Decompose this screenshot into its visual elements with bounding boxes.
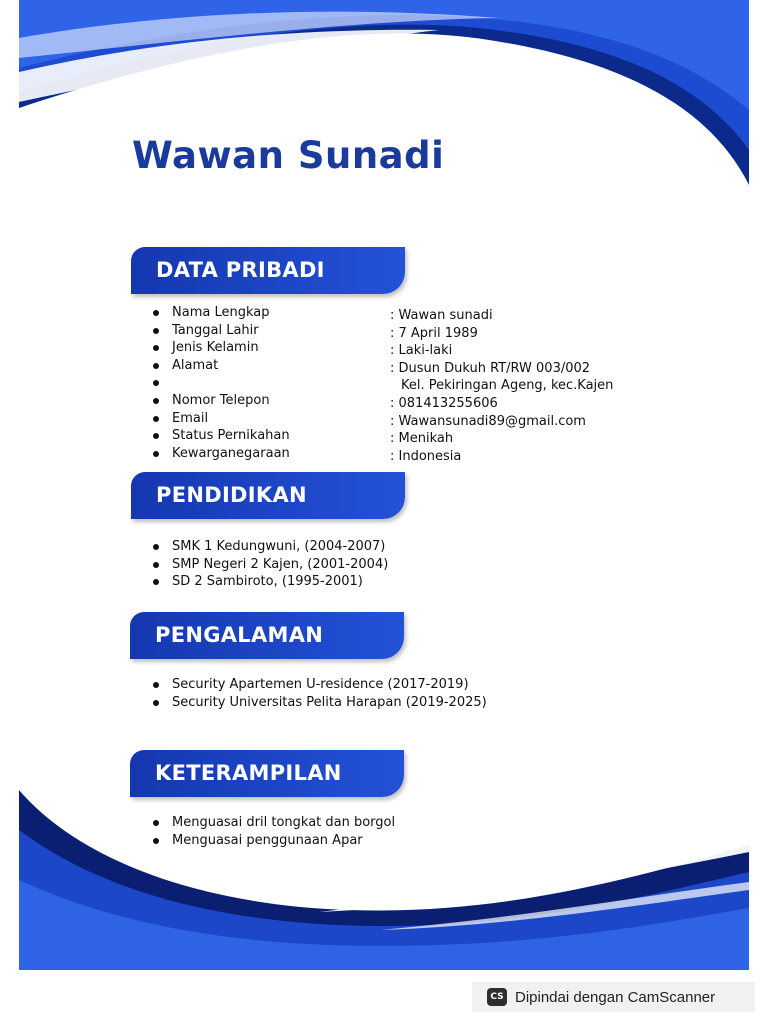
value-address-line2: Kel. Pekiringan Ageng, kec.Kajen [401, 378, 614, 394]
bullet-icon [153, 398, 159, 404]
value-gender: : Laki-laki [390, 343, 453, 359]
list-item: Nama Lengkap [153, 304, 290, 322]
bullet-icon [153, 328, 159, 334]
bullet-icon [153, 345, 159, 351]
list-item: Alamat [153, 357, 290, 375]
camscanner-label: Dipindai dengan CamScanner [515, 988, 716, 1006]
list-item: Status Pernikahan [153, 427, 290, 445]
list-item: Security Universitas Pelita Harapan (2019-2025) [153, 694, 487, 712]
value-email: : Wawansunadi89@gmail.com [390, 413, 586, 429]
bullet-icon [153, 682, 159, 688]
bullet-icon [153, 416, 159, 422]
experience-list [153, 676, 487, 711]
resume-page [19, 0, 749, 970]
section-header-experience: PENGALAMAN [130, 612, 404, 659]
bullet-icon [153, 562, 159, 568]
section-header-education: PENDIDIKAN [131, 472, 405, 519]
skills-list [153, 814, 395, 849]
camscanner-watermark [472, 982, 755, 1012]
bullet-icon [153, 310, 159, 316]
personal-values-list [390, 307, 613, 465]
value-marital-status: : Menikah [390, 431, 454, 447]
list-item: SD 2 Sambiroto, (1995-2001) [153, 573, 388, 591]
bullet-icon [153, 700, 159, 706]
list-item: Menguasai dril tongkat dan borgol [153, 814, 395, 832]
bullet-icon [153, 579, 159, 585]
list-item: SMP Negeri 2 Kajen, (2001-2004) [153, 556, 388, 574]
list-item: SMK 1 Kedungwuni, (2004-2007) [153, 538, 388, 556]
value-address: : Dusun Dukuh RT/RW 003/002 [390, 360, 591, 376]
education-list [153, 538, 388, 591]
list-item [153, 374, 290, 392]
value-full-name: : Wawan sunadi [390, 308, 493, 323]
list-item: Menguasai penggunaan Apar [153, 832, 395, 850]
value-nationality: : Indonesia [390, 448, 462, 464]
list-item: Kewarganegaraan [153, 445, 290, 463]
bullet-icon [153, 363, 159, 369]
list-item: Jenis Kelamin [153, 339, 290, 357]
list-item: Security Apartemen U-residence (2017-2019) [153, 676, 487, 694]
candidate-name: Wawan Sunadi [132, 134, 445, 177]
bullet-icon [153, 838, 159, 844]
section-header-personal: DATA PRIBADI [131, 247, 405, 294]
value-birth-date: : 7 April 1989 [390, 325, 478, 341]
list-item: Email [153, 410, 290, 428]
list-item: Tanggal Lahir [153, 322, 290, 340]
bullet-icon [153, 544, 159, 550]
section-header-skills: KETERAMPILAN [130, 750, 404, 797]
bullet-icon [153, 451, 159, 457]
camscanner-logo-icon: CS [487, 988, 507, 1006]
list-item: Nomor Telepon [153, 392, 290, 410]
bullet-icon [153, 433, 159, 439]
personal-labels-list [153, 304, 290, 462]
value-phone: : 081413255606 [390, 395, 498, 411]
bullet-icon [153, 380, 159, 386]
bullet-icon [153, 820, 159, 826]
